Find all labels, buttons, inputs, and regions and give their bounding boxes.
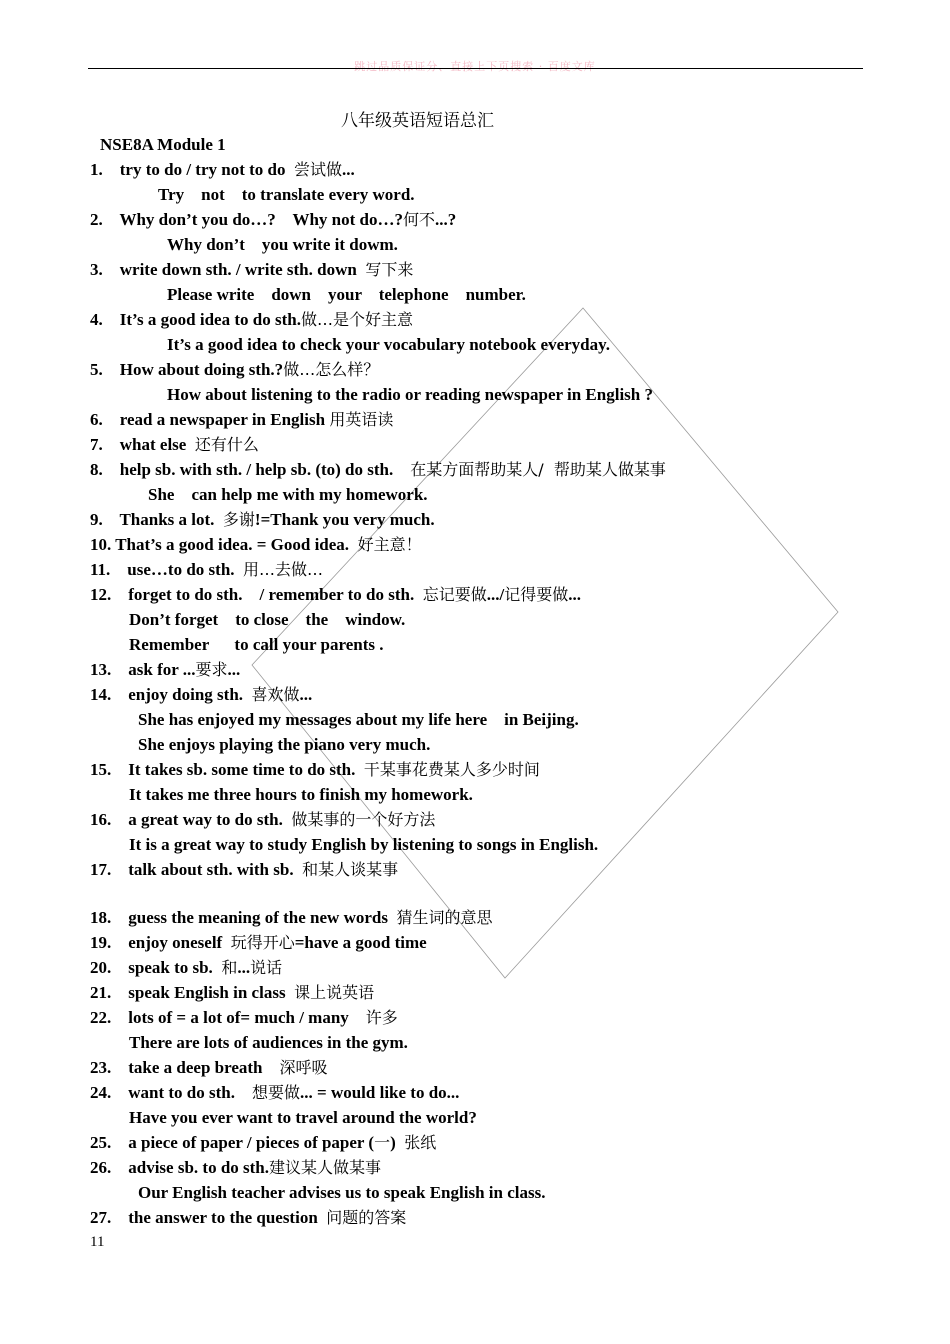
chinese-text: 尝试做	[293, 160, 342, 179]
english-text: 2. Why don’t you do…? Why not do…?	[90, 210, 404, 229]
module-heading: NSE8A Module 1	[100, 135, 226, 154]
chinese-text: 写下来	[365, 260, 414, 279]
chinese-text: 玩得开心	[230, 933, 295, 952]
chinese-text: 做…怎么样？	[283, 360, 380, 379]
chinese-text: 忘记要做	[422, 585, 487, 604]
english-text: 1. try to do / try not to do	[90, 160, 294, 179]
phrase-line	[90, 958, 282, 978]
english-text: .../	[486, 585, 505, 604]
english-text: It takes me three hours to finish my homework.	[129, 785, 473, 804]
english-text: 13. ask for ...	[90, 660, 196, 679]
english-text: 6. read a newspaper in English	[90, 410, 330, 429]
chinese-text: 和某人谈某事	[302, 860, 399, 879]
phrase-line	[167, 335, 610, 355]
phrase-line	[90, 585, 581, 605]
chinese-text: 张纸	[404, 1133, 437, 1152]
phrase-line	[90, 360, 379, 380]
english-text: 12. forget to do sth. / remember to do sth.	[90, 585, 423, 604]
phrase-line	[90, 1008, 398, 1028]
english-text: 19. enjoy oneself	[90, 933, 231, 952]
phrase-line	[90, 210, 456, 230]
english-text: ...	[342, 160, 355, 179]
english-text: 15. It takes sb. some time to do sth.	[90, 760, 364, 779]
english-text: 7. what else	[90, 435, 195, 454]
phrase-line	[90, 260, 413, 280]
english-text: 11. use…to do sth.	[90, 560, 244, 579]
chinese-text: 记得要做	[504, 585, 569, 604]
english-text: She can help me with my homework.	[148, 485, 428, 504]
phrase-line	[90, 933, 427, 953]
phrase-line	[90, 860, 398, 880]
chinese-text: 还有什么	[194, 435, 259, 454]
phrase-line	[90, 1083, 459, 1103]
document-title: 八年级英语短语总汇	[341, 111, 494, 131]
english-text: Remember to call your parents .	[129, 635, 384, 654]
phrase-line	[138, 735, 430, 755]
english-text: She has enjoyed my messages about my life here in Beijing.	[138, 710, 579, 729]
english-text: ...	[299, 685, 313, 704]
chinese-text: 喜欢做	[251, 685, 300, 704]
english-text: 22. lots of = a lot of= much / many	[90, 1008, 366, 1027]
english-text: 3. write down sth. / write sth. down	[90, 260, 366, 279]
phrase-line	[90, 410, 393, 430]
english-text: )	[390, 1133, 405, 1152]
chinese-text: 多谢	[222, 510, 255, 529]
phrase-line	[90, 810, 435, 830]
chinese-text: 建议某人做某事	[269, 1158, 382, 1177]
phrase-line	[129, 1033, 408, 1053]
english-text: ... = would like to do...	[300, 1083, 460, 1102]
header-watermark: 跳过品质保证分、直接上下页搜索 · 百度文库	[354, 60, 596, 73]
phrase-line	[167, 385, 653, 405]
english-text: 18. guess the meaning of the new words	[90, 908, 397, 927]
english-text: Have you ever want to travel around the world?	[129, 1108, 477, 1127]
phrase-line	[129, 610, 405, 630]
english-text: She enjoys playing the piano very much.	[138, 735, 431, 754]
phrase-line	[167, 235, 398, 255]
chinese-text: 做…是个好主意	[300, 310, 413, 329]
english-text: 26. advise sb. to do sth.	[90, 1158, 270, 1177]
phrase-line	[90, 560, 323, 580]
english-text: ...	[227, 660, 241, 679]
english-text: !=Thank you very much.	[254, 510, 435, 529]
phrase-line	[90, 535, 422, 555]
english-text: There are lots of audiences in the gym.	[129, 1033, 408, 1052]
phrase-line	[90, 685, 312, 705]
phrase-line	[90, 510, 435, 530]
english-text: Our English teacher advises us to speak English in class.	[138, 1183, 546, 1202]
english-text: Don’t forget to close the window.	[129, 610, 406, 629]
phrase-line	[90, 660, 240, 680]
phrase-line	[158, 185, 415, 205]
chinese-text: 要求	[195, 660, 228, 679]
chinese-text: 好主意！	[357, 535, 422, 554]
english-text: 25. a piece of paper / pieces of paper (	[90, 1133, 375, 1152]
english-text: 10. That’s a good idea. = Good idea.	[90, 535, 358, 554]
phrase-line	[90, 1208, 406, 1228]
english-text: It’s a good idea to check your vocabulary notebook everyday.	[167, 335, 610, 354]
english-text: 4. It’s a good idea to do sth.	[90, 310, 301, 329]
phrase-line	[129, 635, 384, 655]
english-text: 14. enjoy doing sth.	[90, 685, 252, 704]
phrase-line	[167, 285, 526, 305]
phrase-line	[129, 1108, 477, 1128]
chinese-text: 想要做	[252, 1083, 301, 1102]
phrase-line	[148, 485, 428, 505]
english-text: ...?	[435, 210, 457, 229]
phrase-line	[129, 785, 473, 805]
chinese-text: 和	[221, 958, 238, 977]
english-text: 21. speak English in class	[90, 983, 295, 1002]
english-text: How about listening to the radio or reading newspaper in English ?	[167, 385, 653, 404]
chinese-text: 猜生词的意思	[396, 908, 493, 927]
chinese-text: 许多	[365, 1008, 398, 1027]
chinese-text: 用英语读	[329, 410, 394, 429]
english-text: 23. take a deep breath	[90, 1058, 280, 1077]
phrase-line	[129, 835, 598, 855]
chinese-text: 深呼吸	[279, 1058, 328, 1077]
english-text: 9. Thanks a lot.	[90, 510, 223, 529]
english-text: 27. the answer to the question	[90, 1208, 327, 1227]
english-text: 17. talk about sth. with sb.	[90, 860, 303, 879]
phrase-line	[138, 710, 579, 730]
phrase-line	[90, 1133, 436, 1153]
phrase-line	[90, 435, 259, 455]
chinese-text: 干某事花费某人多少时间	[363, 760, 540, 779]
english-text: =have a good time	[294, 933, 427, 952]
english-text: 20. speak to sb.	[90, 958, 222, 977]
chinese-text: 课上说英语	[294, 983, 375, 1002]
chinese-text: 用…去做…	[243, 560, 324, 579]
phrase-line	[90, 908, 493, 928]
english-text: Why don’t you write it dowm.	[167, 235, 398, 254]
english-text: ...	[568, 585, 581, 604]
chinese-text: 在某方面帮助某人/ 帮助某人做某事	[410, 460, 666, 479]
english-text: 16. a great way to do sth.	[90, 810, 292, 829]
chinese-text: 说话	[250, 958, 283, 977]
phrase-line	[90, 310, 413, 330]
chinese-text: 一	[374, 1133, 391, 1152]
phrase-line	[90, 1058, 328, 1078]
phrase-line	[90, 983, 374, 1003]
chinese-text: 做某事的一个好方法	[291, 810, 436, 829]
chinese-text: 何不	[403, 210, 436, 229]
phrase-line	[90, 760, 540, 780]
phrase-line	[90, 160, 355, 180]
phrase-line	[138, 1183, 545, 1203]
english-text: ...	[237, 958, 251, 977]
english-text: It is a great way to study English by listening to songs in English.	[129, 835, 599, 854]
english-text: 24. want to do sth.	[90, 1083, 252, 1102]
english-text: 5. How about doing sth.?	[90, 360, 284, 379]
phrase-line	[90, 460, 666, 480]
phrase-line	[90, 1158, 381, 1178]
english-text: Please write down your telephone number.	[167, 285, 526, 304]
english-text: 8. help sb. with sth. / help sb. (to) do sth.	[90, 460, 411, 479]
chinese-text: 问题的答案	[326, 1208, 407, 1227]
english-text: Try not to translate every word.	[158, 185, 415, 204]
page-number: 11	[90, 1234, 105, 1250]
